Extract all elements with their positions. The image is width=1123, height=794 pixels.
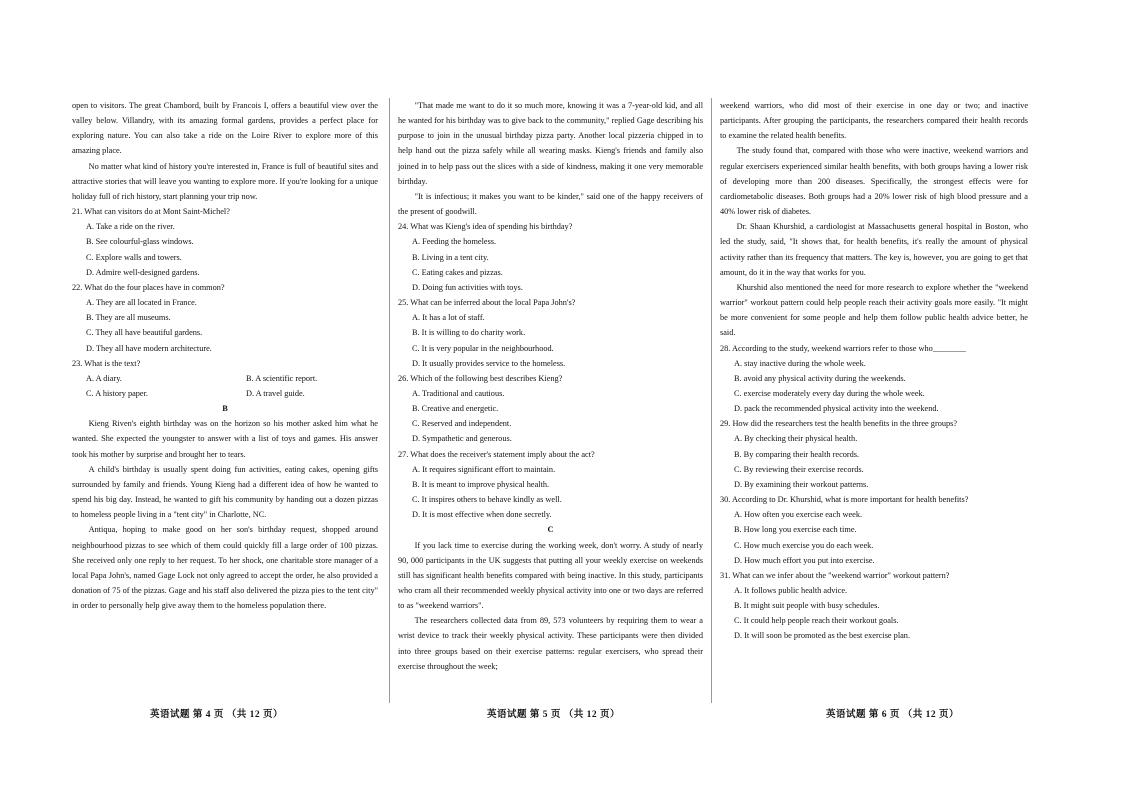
paragraph: Kieng Riven's eighth birthday was on the horizon so his mother asked him what he wanted. She expected the youngster to answer with a list of toys and games. His answer took his mother by surprise and brought her to tears. [72,419,378,459]
question-stem: 29. How did the researchers test the health benefits in the three groups? [720,419,958,429]
option-c: C. How much exercise you do each week. [734,540,874,550]
page-footer-left: 英语试题 第 4 页 （共 12 页） [150,710,284,720]
paragraph: "That made me want to do it so much more, knowing it was a 7-year-old kid, and all he wanted for his birthday was to give back to the community," replied Gage describing his purpose to join in the unusual birthday pizza party. Another local pizzeria chipped in to help hand out the pizza safely while all wearing masks. Kieng's friends and family also joined in to help pass out the slices with a side of kindness, making it one very memorable birthday. [398,101,703,186]
option-d: D. They all have modern architecture. [86,343,212,353]
paragraph: A child's birthday is usually spent doing fun activities, eating cakes, opening gifts surrounded by family and friends. Young Kieng had a different idea of how he wanted to spend his big day. Instead, he wanted to gift his community by handing out a dozen pizzas to homeless people living in a "tent city" in Charlotte, NC. [72,464,378,520]
question-27 [398,447,703,523]
option-b: B. It is willing to do charity work. [412,328,526,338]
page-5-column [398,98,703,674]
option-b: B. See colourful-glass windows. [86,237,194,247]
question-stem: 23. What is the text? [72,358,141,368]
option-d: D. Admire well-designed gardens. [86,267,200,277]
paragraph: Dr. Shaan Khurshid, a cardiologist at Massachusetts general hospital in Boston, who led the study, said, "It shows that, for health benefits, it's really the amount of physical activity rather than its frequency that matters. The key is, however, you are going to get that amount, do it in the way that works for you. [720,222,1028,277]
question-stem: 24. What was Kieng's idea of spending his birthday? [398,222,573,232]
question-26 [398,371,703,447]
option-b: B. A scientific report. [246,373,318,383]
option-b: B. avoid any physical activity during the weekends. [734,373,906,383]
section-heading-b: B [222,404,228,414]
option-c: C. Eating cakes and pizzas. [412,267,503,277]
question-29 [720,416,1028,492]
paragraph: open to visitors. The great Chambord, built by Francois I, offers a beautiful view over the valley below. Villandry, with its amazing formal gardens, provides a perfect place for exploring nature. You can also take a ride on the Loire River to explore more of this amazing place. [72,101,378,156]
question-23 [72,356,378,401]
option-b: B. Creative and energetic. [412,404,499,414]
option-c: C. It could help people reach their workout goals. [734,616,899,626]
question-31 [720,568,1028,644]
option-a: A. Feeding the homeless. [412,237,497,247]
paragraph: If you lack time to exercise during the working week, don't worry. A study of nearly 90, 000 participants in the UK suggests that putting all your weekly exercise on weekends still has significant health benefits compared with being inactive. In this study, participants who cram all their recommended weekly physical activity into one or two days are referred to as "weekend warriors". [398,540,703,611]
option-a: A. By checking their physical health. [734,434,858,444]
option-a: A. How often you exercise each week. [734,510,863,520]
question-stem: 31. What can we infer about the "weekend warrior" workout pattern? [720,570,950,580]
option-b: B. It is meant to improve physical health. [412,479,550,489]
option-c: C. Explore walls and towers. [86,252,182,262]
option-d: D. Doing fun activities with toys. [412,282,523,292]
option-c: C. Reserved and independent. [412,419,512,429]
option-d: D. pack the recommended physical activity into the weekend. [734,404,939,414]
option-d: D. A travel guide. [246,388,305,398]
section-heading-c: C [547,525,554,535]
column-divider [389,98,390,703]
paragraph: "It is infectious; it makes you want to be kinder," said one of the happy receivers of the present of goodwill. [398,191,703,217]
paragraph: Khurshid also mentioned the need for more research to explore whether the "weekend warrior" workout pattern could help people reach their activity goals more easily. "It might be more convenient for some people and help them follow public health advice better, he said. [720,282,1028,338]
paragraph: The study found that, compared with those who were inactive, weekend warriors and regular exercisers experienced similar health benefits, with both groups having a lower risk of developing more than 200 diseases. Specifically, the strongest effects were for cardiometabolic diseases. Both groups had a 20% lower risk of high blood pressure and a 40% lower risk of diabetes. [720,146,1028,217]
paragraph: weekend warriors, who did most of their exercise in one day or two; and inactive participants. After grouping the participants, the researchers compared their health records to examine the related health benefits. [720,101,1028,141]
option-d: D. How much effort you put into exercise. [734,555,875,565]
option-c: C. A history paper. [86,388,148,398]
question-stem: 30. According to Dr. Khurshid, what is more important for health benefits? [720,495,969,505]
column-divider [711,98,712,703]
option-a: A. Traditional and cautious. [412,388,505,398]
question-25 [398,295,703,371]
page-6-column [720,98,1028,644]
option-b: B. By comparing their health records. [734,449,860,459]
option-d: D. It is most effective when done secretly. [412,510,552,520]
option-a: A. It follows public health advice. [734,586,848,595]
option-c: C. It inspires others to behave kindly as well. [412,495,562,505]
option-b: B. How long you exercise each time. [734,525,857,535]
question-stem: 27. What does the receiver's statement imply about the act? [398,449,595,459]
option-c: C. It is very popular in the neighbourhood. [412,343,554,353]
page-footer-right: 英语试题 第 6 页 （共 12 页） [826,710,960,720]
option-c: C. exercise moderately every day during the whole week. [734,388,925,398]
option-a: A. Take a ride on the river. [86,222,175,232]
option-c: C. They all have beautiful gardens. [86,328,203,338]
option-b: B. They are all museums. [86,313,171,323]
option-d: D. It usually provides service to the homeless. [412,358,566,368]
paragraph: No matter what kind of history you're interested in, France is full of beautiful sites and attractive stories that will leave you wanting to explore more. If you're looking for a unique holiday full of rich history, start planning your trip now. [72,161,378,201]
option-d: D. It will soon be promoted as the best exercise plan. [734,631,911,641]
page-4-column [72,98,378,613]
question-28 [720,341,1028,417]
question-21 [72,204,378,280]
option-d: D. Sympathetic and generous. [412,434,512,444]
option-a: A. They are all located in France. [86,298,197,308]
option-a: A. It requires significant effort to maintain. [412,464,556,474]
question-stem: 26. Which of the following best describes Kieng? [398,373,563,383]
paragraph: Antiqua, hoping to make good on her son's birthday request, shopped around neighbourhood pizzas to see which of them could quickly fill a large order of 100 pizzas. She received only one reply to her request. To her shock, one charitable store manager of a local Papa John's, named Gage Lock not only agreed to accept the order, he also provided a donation of 75 of the pizzas. Gage and his staff also delivered the pizza pies to the tent city" in order to personally help give away them to the homeless population there. [72,525,378,611]
option-b: B. It might suit people with busy schedules. [734,601,880,611]
question-24 [398,219,703,295]
option-a: A. A diary. [86,373,122,383]
paragraph: The researchers collected data from 89, 573 volunteers by requiring them to wear a wrist device to track their weekly physical activity. These participants were then divided into three groups based on their exercise patterns: regular exercisers, who spread their exercise throughout the week; [398,616,703,671]
option-a: A. stay inactive during the whole week. [734,358,866,368]
option-c: C. By reviewing their exercise records. [734,464,864,474]
question-stem: 22. What do the four places have in common? [72,282,225,292]
option-b: B. Living in a tent city. [412,252,489,262]
question-22 [72,280,378,356]
question-stem: 25. What can be inferred about the local Papa John's? [398,298,576,308]
question-stem: 21. What can visitors do at Mont Saint-Michel? [72,207,230,217]
question-stem: 28. According to the study, weekend warriors refer to those who________ [720,343,967,353]
option-d: D. By examining their workout patterns. [734,479,869,489]
page-footer-middle: 英语试题 第 5 页 （共 12 页） [487,710,621,720]
option-a: A. It has a lot of staff. [412,313,485,323]
question-30 [720,492,1028,568]
